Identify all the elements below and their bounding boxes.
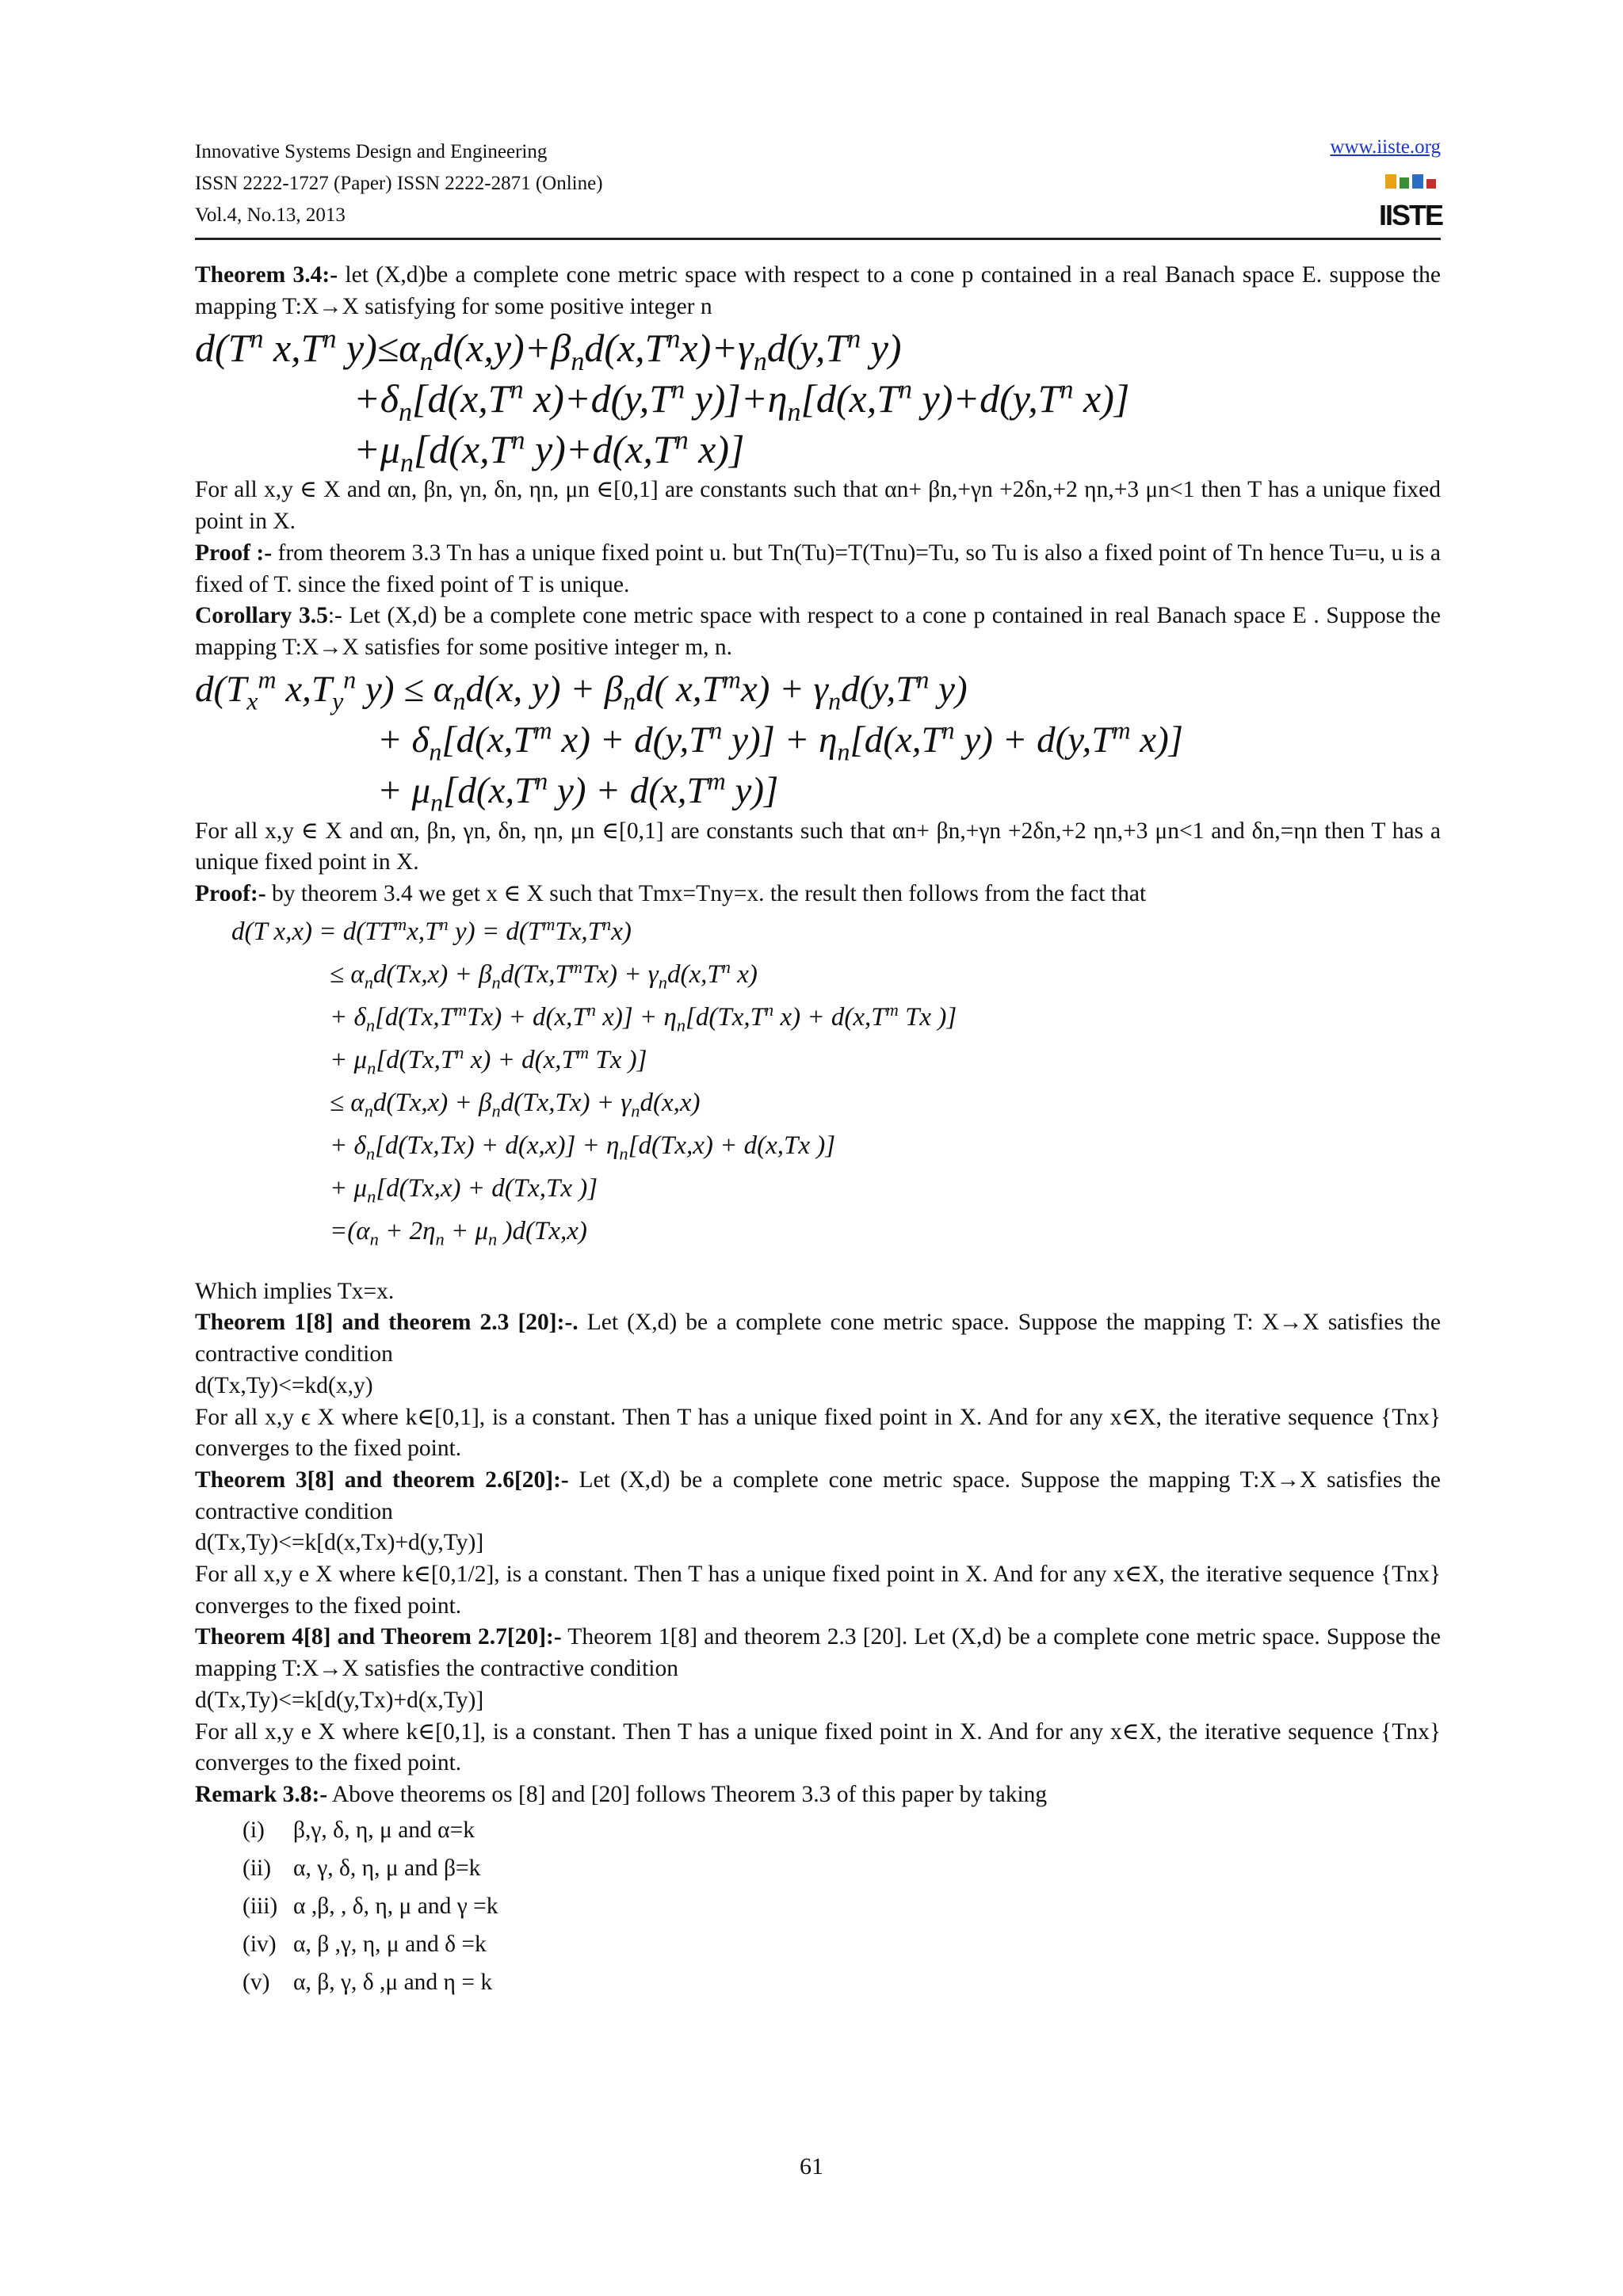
theorem-3-condition: d(Tx,Ty)<=k[d(x,Tx)+d(y,Ty)] bbox=[195, 1530, 484, 1556]
journal-website-link[interactable]: www.iiste.org bbox=[1330, 136, 1441, 158]
theorem-3: Theorem 3[8] and theorem 2.6[20]:- Let (X,d) be a complete cone metric space. Suppose the mapping T:X→X satisfies the contractive condition bbox=[195, 1466, 1441, 1524]
corollary-3-5-conditions: For all x,y ∈ X and αn, βn, γn, δn, ηn, μn ∈[0,1] are constants such that αn+ βn,+γn +2δn,+2 ηn,+3 μn<1 and δn,=ηn then T has a unique fixed point in X. bbox=[195, 818, 1441, 875]
corollary-3-5: Corollary 3.5:- Let (X,d) be a complete cone metric space with respect to a cone p contained in real Banach space E . Suppose the mapping T:X→X satisfies for some positive integer m, n. bbox=[195, 603, 1441, 660]
header-divider bbox=[195, 238, 1441, 240]
issn-line: ISSN 2222-1727 (Paper) ISSN 2222-2871 (Online) bbox=[195, 173, 603, 194]
svg-text:IISTE: IISTE bbox=[1378, 199, 1443, 231]
theorem-1-tail: For all x,y ϵ X where k∈[0,1], is a constant. Then T has a unique fixed point in X. And for any x∈X, the iterative sequence {Tnx} converges to the fixed point. bbox=[195, 1404, 1441, 1462]
theorem-3-4-conditions: For all x,y ∈ X and αn, βn, γn, δn, ηn, μn ∈[0,1] are constants such that αn+ βn,+γn +2δn,+2 ηn,+3 μn<1 then T has a unique fixed point in X. bbox=[195, 477, 1441, 535]
proof-corollary-3-5: Proof:- by theorem 3.4 we get x ∈ X such that Tmx=Tny=x. the result then follows from the fact that bbox=[195, 881, 1147, 907]
corollary-3-5-equation: $d(T_x^m$ $x,T_y^n$ $y) \le \alpha_nd(x$, $y) + \beta_nd$( $x,T^mx) + \gamma_nd(y,T^n$ y) + $\delta_n[d(x,T^m$ $x) + d(y,T^n$ $y)] + \eta_n[d(x,T^n$ $y) + d(y,T^m$ x)] + $\mu_n[d(x,T^n$ $y) + d(x,T^m$ y)] bbox=[195, 665, 1184, 817]
volume-line: Vol.4, No.13, 2013 bbox=[195, 204, 346, 226]
page-header bbox=[195, 136, 1441, 238]
remark-3-8: Remark 3.8:- Above theorems os [8] and [20] follows Theorem 3.3 of this paper by taking bbox=[195, 1781, 1048, 1807]
iiste-logo-icon bbox=[1378, 173, 1443, 233]
theorem-1-condition: d(Tx,Ty)<=kd(x,y) bbox=[195, 1372, 373, 1398]
journal-name: Innovative Systems Design and Engineering bbox=[195, 141, 548, 162]
theorem-3-tail: For all x,y e X where k∈[0,1/2], is a constant. Then T has a unique fixed point in X. And for any x∈X, the iterative sequence {Tnx} converges to the fixed point. bbox=[195, 1562, 1441, 1619]
page-content bbox=[195, 260, 1441, 2001]
list-item: (iv) α, β ,γ, η, μ and δ =k bbox=[242, 1931, 487, 1957]
page-number: 61 bbox=[800, 2153, 823, 2180]
proof-derivation: d(T $x,x) = d(TT^mx,T^n$ $y) = d(T^mTx,T^nx)$ ≤ $\alpha_nd(Tx,x) + \beta_nd(Tx,T^mTx) + \gamma_nd(x,T^n$ x) + $\delta_n[d(Tx,T^mTx) + d(x,T^n$ $x)] + \eta_n[d(Tx,T^n$ $x) + d(x,T^m$ Tx )] + $\mu_n[d(Tx,T^n$ $x) + d(x,T^m$ Tx )] ≤ $\alpha_nd(Tx,x) + \beta_nd(Tx,Tx) + \gamma_nd(x,x)$ + $\delta_n[d(Tx,Tx) + d(x,x)] + \eta_n[d(Tx,x) + d(x,Tx$ )] + $\mu_n[d(Tx,x) + d(Tx,Tx$ )] $=(\alpha_n + 2\eta_n + \mu_n$ )d(Tx,x) bbox=[231, 913, 957, 1249]
theorem-4-tail: For all x,y e X where k∈[0,1], is a constant. Then T has a unique fixed point in X. And for any x∈X, the iterative sequence {Tnx} converges to the fixed point. bbox=[195, 1718, 1441, 1776]
theorem-4-condition: d(Tx,Ty)<=k[d(y,Tx)+d(x,Ty)] bbox=[195, 1687, 484, 1713]
remark-list bbox=[195, 1811, 1441, 2001]
proof-theorem-3-4: Proof :- from theorem 3.3 Tn has a unique fixed point u. but Tn(Tu)=T(Tnu)=Tu, so Tu is also a fixed point of Tn hence Tu=u, u is a fixed of T. since the fixed point of T is unique. bbox=[195, 540, 1441, 597]
theorem-4: Theorem 4[8] and Theorem 2.7[20]:- Theorem 1[8] and theorem 2.3 [20]. Let (X,d) be a complete cone metric space. Suppose the mapping T:X→X satisfies the contractive condition bbox=[195, 1624, 1441, 1682]
list-item: (i) β,γ, δ, η, μ and α=k bbox=[242, 1817, 475, 1843]
theorem-3-4: Theorem 3.4:- let (X,d)be a complete cone metric space with respect to a cone p contained in a real Banach space E. suppose the mapping T:X→X satisfying for some positive integer n bbox=[195, 262, 1441, 319]
theorem-3-4-equation: $d(T^n$ $x,T^n$ $y)\le\alpha_nd(x,y)+\beta_nd(x,T^nx)+\gamma_nd(y,T^n$ y) $+\delta_n[d(x,T^n$ $x)+d(y,T^n$ $y)]+\eta_n[d(x,T^n$ $y)+d(y,T^n$ x)] $+\mu_n[d(x,T^n$ $y)+d(x,T^n$ x)] bbox=[195, 324, 1130, 479]
list-item: (iii) α ,β, , δ, η, μ and γ =k bbox=[242, 1893, 498, 1919]
list-item: (ii) α, γ, δ, η, μ and β=k bbox=[242, 1855, 481, 1881]
list-item: (v) α, β, γ, δ ,μ and η = k bbox=[242, 1969, 493, 1995]
theorem-1: Theorem 1[8] and theorem 2.3 [20]:-. Let (X,d) be a complete cone metric space. Suppose the mapping T: X→X satisfies the contractive condition bbox=[195, 1310, 1441, 1367]
implies-line: Which implies Tx=x. bbox=[195, 1278, 395, 1304]
